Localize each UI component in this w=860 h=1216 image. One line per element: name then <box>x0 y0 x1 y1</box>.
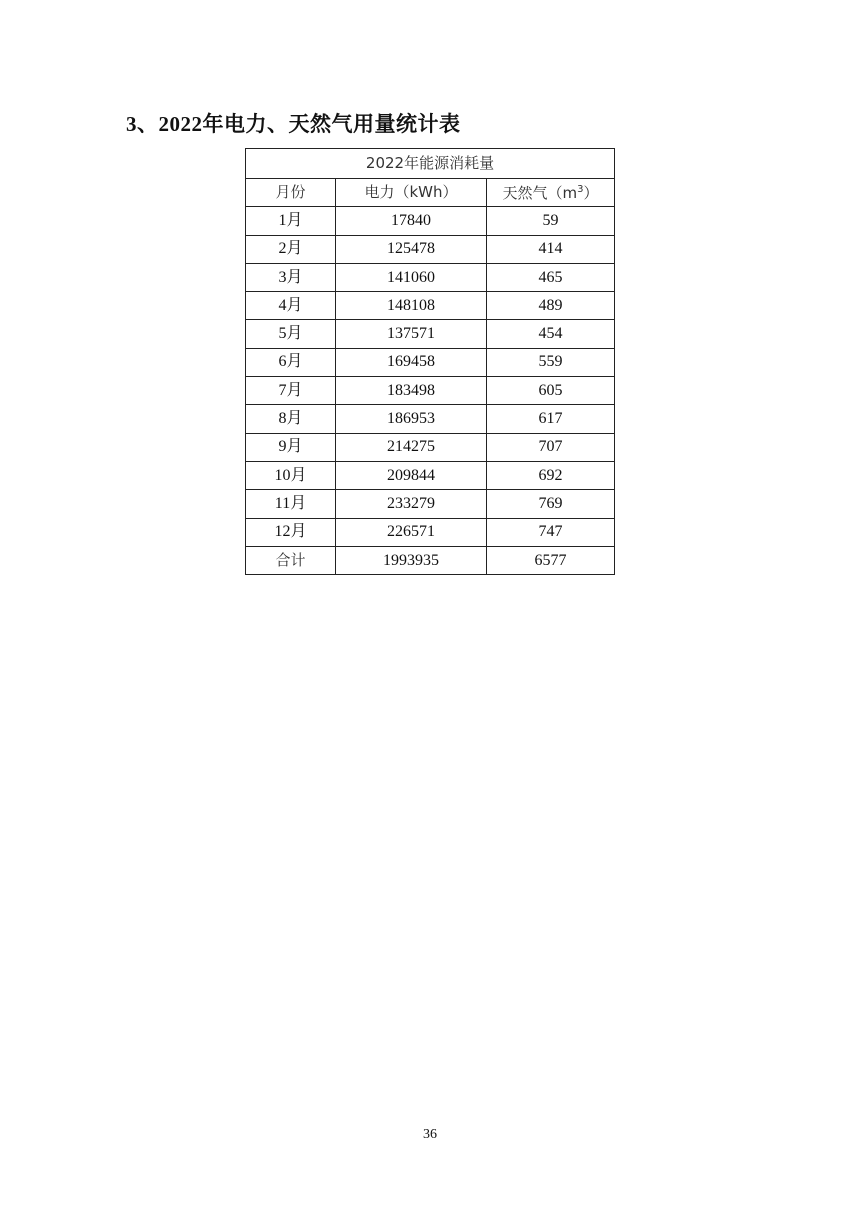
gas-header-prefix: 天然气（m <box>502 183 578 202</box>
gas-cell: 707 <box>487 433 615 461</box>
total-row <box>246 546 615 574</box>
table-row <box>246 377 615 405</box>
header-row <box>246 179 615 207</box>
gas-header-superscript: 3 <box>577 183 584 195</box>
gas-header-suffix: ） <box>583 183 599 202</box>
month-cell: 5月 <box>246 320 336 348</box>
month-cell: 2月 <box>246 235 336 263</box>
month-cell: 4月 <box>246 292 336 320</box>
gas-cell: 747 <box>487 518 615 546</box>
gas-cell: 605 <box>487 377 615 405</box>
electricity-cell: 137571 <box>336 320 487 348</box>
electricity-cell: 141060 <box>336 263 487 291</box>
electricity-cell: 209844 <box>336 461 487 489</box>
table-row <box>246 348 615 376</box>
table-row <box>246 405 615 433</box>
total-gas: 6577 <box>487 546 615 574</box>
gas-cell: 617 <box>487 405 615 433</box>
gas-cell: 414 <box>487 235 615 263</box>
gas-cell: 489 <box>487 292 615 320</box>
total-label: 合计 <box>246 546 336 574</box>
electricity-cell: 17840 <box>336 207 487 235</box>
table-row <box>246 207 615 235</box>
month-cell: 6月 <box>246 348 336 376</box>
month-cell: 1月 <box>246 207 336 235</box>
section-heading: 3、2022年电力、天然气用量统计表 <box>126 112 461 136</box>
energy-consumption-table <box>245 148 615 575</box>
table-row <box>246 263 615 291</box>
gas-cell: 59 <box>487 207 615 235</box>
electricity-cell: 186953 <box>336 405 487 433</box>
table-row <box>246 518 615 546</box>
month-cell: 11月 <box>246 490 336 518</box>
month-cell: 12月 <box>246 518 336 546</box>
month-cell: 8月 <box>246 405 336 433</box>
month-cell: 10月 <box>246 461 336 489</box>
table-row <box>246 320 615 348</box>
table-row <box>246 490 615 518</box>
table-row <box>246 292 615 320</box>
table-row <box>246 235 615 263</box>
electricity-cell: 214275 <box>336 433 487 461</box>
electricity-cell: 233279 <box>336 490 487 518</box>
page-number: 36 <box>423 1127 437 1142</box>
table-caption: 2022年能源消耗量 <box>246 149 615 179</box>
column-header-gas <box>487 179 615 207</box>
gas-cell: 559 <box>487 348 615 376</box>
column-header-electricity: 电力（kWh） <box>336 179 487 207</box>
electricity-cell: 148108 <box>336 292 487 320</box>
gas-cell: 769 <box>487 490 615 518</box>
table-row <box>246 461 615 489</box>
electricity-cell: 169458 <box>336 348 487 376</box>
month-cell: 7月 <box>246 377 336 405</box>
total-electricity: 1993935 <box>336 546 487 574</box>
electricity-cell: 226571 <box>336 518 487 546</box>
gas-cell: 454 <box>487 320 615 348</box>
column-header-month: 月份 <box>246 179 336 207</box>
gas-cell: 692 <box>487 461 615 489</box>
month-cell: 3月 <box>246 263 336 291</box>
electricity-cell: 183498 <box>336 377 487 405</box>
gas-cell: 465 <box>487 263 615 291</box>
caption-row <box>246 149 615 179</box>
electricity-cell: 125478 <box>336 235 487 263</box>
table-body <box>246 149 615 575</box>
month-cell: 9月 <box>246 433 336 461</box>
table-row <box>246 433 615 461</box>
